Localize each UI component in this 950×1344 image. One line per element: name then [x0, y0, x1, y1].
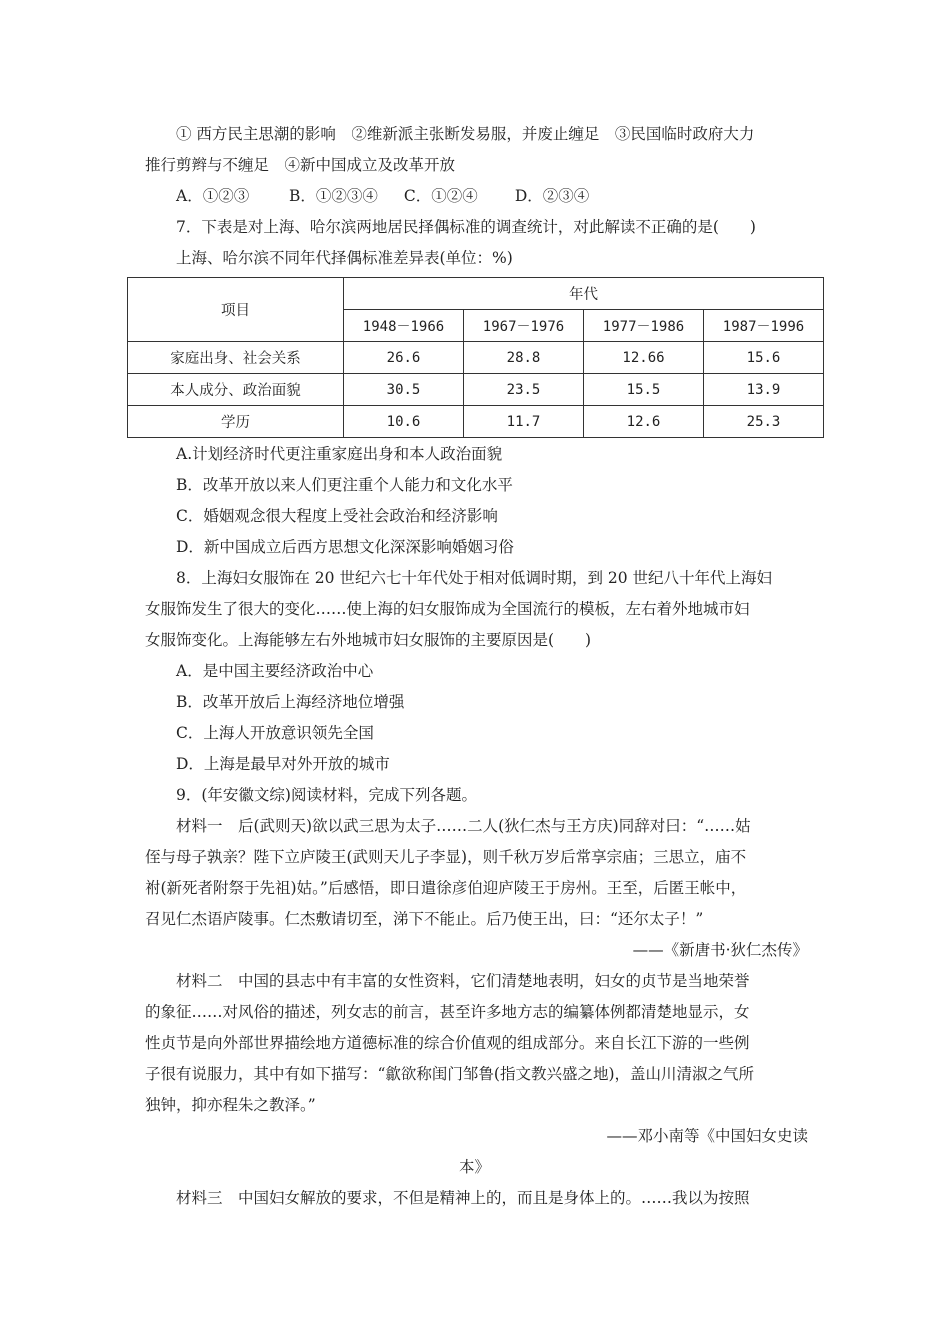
q8-option-c: C．上海人开放意识领先全国	[176, 724, 374, 742]
material2-source-line-2: 本》	[459, 1158, 491, 1176]
q8-option-b: B．改革开放后上海经济地位增强	[176, 693, 405, 711]
table-cell: 13.9	[704, 374, 824, 406]
table-period: 1948－1966	[344, 310, 464, 342]
q8-option-a: A．是中国主要经济政治中心	[176, 662, 374, 680]
material2-line-3: 性贞节是向外部世界描绘地方道德标准的综合价值观的组成部分。来自长江下游的一些例	[145, 1034, 750, 1052]
material3-line-1: 材料三 中国妇女解放的要求，不但是精神上的，而且是身体上的。……我以为按照	[176, 1189, 750, 1207]
table-cell: 12.66	[584, 342, 704, 374]
table-cell: 28.8	[464, 342, 584, 374]
table-row-label: 家庭出身、社会关系	[128, 342, 344, 374]
material1-line-2: 侄与母子孰亲？陛下立庐陵王(武则天儿子李显)，则千秋万岁后常享宗庙；三思立，庙不	[145, 848, 747, 866]
table-cell: 30.5	[344, 374, 464, 406]
table-period: 1967－1976	[464, 310, 584, 342]
q6-option-c: C．①②④	[403, 187, 478, 205]
q8-line-2: 女服饰发生了很大的变化……使上海的妇女服饰成为全国流行的模板，左右着外地城市妇	[145, 600, 750, 618]
material2-line-2: 的象征……对风俗的描述，列女志的前言，甚至许多地方志的编纂体例都清楚地显示，女	[145, 1003, 750, 1021]
table-period: 1987－1996	[704, 310, 824, 342]
material1-line-3: 祔(新死者附祭于先祖)姑。”后感悟，即日遣徐彦伯迎庐陵王于房州。王至，后匿王帐中，	[145, 879, 747, 897]
material2-line-1: 材料二 中国的县志中有丰富的女性资料，它们清楚地表明，妇女的贞节是当地荣誉	[176, 972, 750, 990]
table-cell: 26.6	[344, 342, 464, 374]
table-cell: 12.6	[584, 406, 704, 438]
table-caption: 上海、哈尔滨不同年代择偶标准差异表(单位：%)	[176, 249, 513, 267]
table-cell: 11.7	[464, 406, 584, 438]
q9-question: 9．(年安徽文综)阅读材料，完成下列各题。	[176, 786, 477, 804]
table-row-label: 本人成分、政治面貌	[128, 374, 344, 406]
q7-option-b: B．改革开放以来人们更注重个人能力和文化水平	[176, 476, 513, 494]
q6-statement-line-2: 推行剪辫与不缠足 ④新中国成立及改革开放	[145, 156, 456, 174]
table-cell: 23.5	[464, 374, 584, 406]
material1-line-1: 材料一 后(武则天)欲以武三思为太子……二人(狄仁杰与王方庆)同辞对曰：“……姑	[176, 817, 751, 835]
q6-option-b: B．①②③④	[288, 187, 378, 205]
table-period: 1977－1986	[584, 310, 704, 342]
table-cell: 15.6	[704, 342, 824, 374]
mate-selection-table	[127, 277, 824, 438]
q6-option-d: D．②③④	[514, 187, 590, 205]
q6-option-a: A．①②③	[176, 187, 250, 205]
table-cell: 15.5	[584, 374, 704, 406]
q6-statement-line-1: ① 西方民主思潮的影响 ②维新派主张断发易服，并废止缠足 ③民国临时政府大力	[176, 125, 755, 143]
material2-source-line-1: ——邓小南等《中国妇女史读	[606, 1127, 808, 1145]
material2-line-4: 子很有说服力，其中有如下描写：“歙欲称闺门邹鲁(指文教兴盛之地)，盖山川清淑之气所	[145, 1065, 755, 1083]
table-cell: 25.3	[704, 406, 824, 438]
q8-line-3: 女服饰变化。上海能够左右外地城市妇女服饰的主要原因是( )	[145, 631, 592, 649]
table-header-item: 项目	[128, 278, 344, 342]
q7-question: 7．下表是对上海、哈尔滨两地居民择偶标准的调查统计，对此解读不正确的是( )	[176, 218, 756, 236]
q7-option-c: C．婚姻观念很大程度上受社会政治和经济影响	[176, 507, 498, 525]
q8-option-d: D．上海是最早对外开放的城市	[176, 755, 390, 773]
table-header-era: 年代	[344, 278, 824, 310]
table-row-label: 学历	[128, 406, 344, 438]
material1-line-4: 召见仁杰语庐陵事。仁杰敷请切至，涕下不能止。后乃使王出，曰：“还尔太子！”	[145, 910, 704, 928]
material1-source: ——《新唐书·狄仁杰传》	[632, 941, 808, 959]
q7-option-d: D．新中国成立后西方思想文化深深影响婚姻习俗	[176, 538, 514, 556]
q8-line-1: 8．上海妇女服饰在 20 世纪六七十年代处于相对低调时期，到 20 世纪八十年代上海妇	[176, 569, 773, 587]
q6-options	[176, 186, 589, 206]
table-cell: 10.6	[344, 406, 464, 438]
q7-option-a: A.计划经济时代更注重家庭出身和本人政治面貌	[176, 445, 503, 463]
material2-line-5: 独钟，抑亦程朱之教泽。”	[145, 1096, 316, 1114]
